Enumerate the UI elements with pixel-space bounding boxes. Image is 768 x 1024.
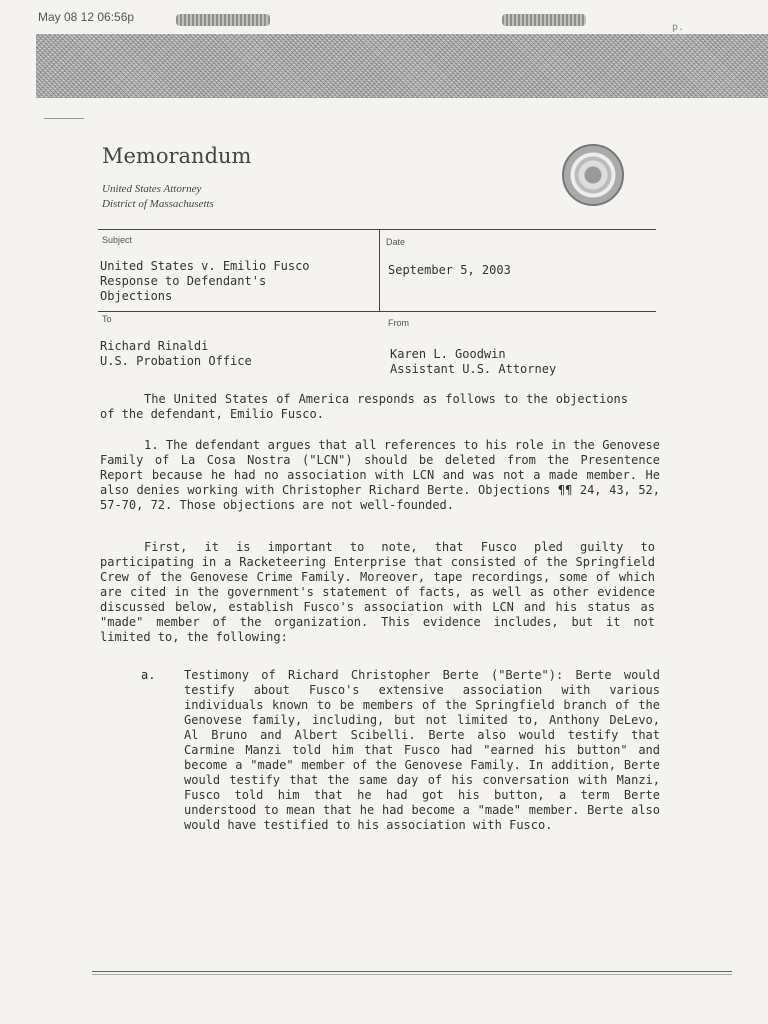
date-value: September 5, 2003 xyxy=(388,263,511,277)
fax-header xyxy=(0,0,768,36)
redacted-sender-mark xyxy=(176,14,270,26)
from-line-2: Assistant U.S. Attorney xyxy=(390,362,557,376)
subject-line-3: Objections xyxy=(100,289,173,303)
redacted-number-mark xyxy=(502,14,586,26)
paragraph-1: 1. The defendant argues that all references to his role in the Genovese Family of La Cosa Nostra ("LCN") should be deleted from the Presentence Report because he had no association with LCN and was not a made member. He also denies working with Christopher Richard Berte. Objections ¶¶ 24, 43, 52, 57-70, 72. Those objections are not well-founded. xyxy=(100,438,660,512)
office-line-1: United States Attorney xyxy=(102,183,202,195)
memo-title: Memorandum xyxy=(102,144,252,168)
date-label: Date xyxy=(386,237,406,247)
intro-paragraph: The United States of America responds as follows to the objections of the defendant, Emilio Fusco. xyxy=(100,392,628,421)
item-a-paragraph: Testimony of Richard Christopher Berte ("Berte"): Berte would testify about Fusco's extensive association with various individuals known to be members of the Springfield branch of the Genovese family, including, but not limited to, Anthony DeLevo, Al Bruno and Albert Scibelli. Berte also would testify that Carmine Manzi told him that Fusco had "earned his button" and become a "made" member of the Genovese Family. In addition, Berte would testify that the same day of his conversation with Manzi, Fusco told him that he had got his button, a term Berte understood to mean that he had become a "made" member. Berte also would have testified to his association with Fusco. xyxy=(184,668,660,832)
subject-line-2: Response to Defendant's xyxy=(100,274,267,288)
footer-rule-secondary xyxy=(92,974,732,975)
office-line-2: District of Massachusetts xyxy=(102,198,214,210)
fax-noise-band xyxy=(36,34,768,98)
header-top-rule xyxy=(98,229,656,230)
department-seal-icon xyxy=(562,144,624,206)
subject-label: Subject xyxy=(102,235,133,245)
subject-line-1: United States v. Emilio Fusco xyxy=(100,259,310,273)
fax-page-mark: p. xyxy=(672,22,685,33)
margin-mark xyxy=(44,118,84,119)
to-label: To xyxy=(102,314,112,324)
fax-timestamp: May 08 12 06:56p xyxy=(38,10,135,24)
header-middle-rule xyxy=(98,311,656,312)
header-divider xyxy=(379,229,380,311)
from-label: From xyxy=(388,318,409,328)
item-a-marker: a. xyxy=(141,668,156,682)
to-line-1: Richard Rinaldi xyxy=(100,339,209,353)
from-line-1: Karen L. Goodwin xyxy=(390,347,506,361)
to-line-2: U.S. Probation Office xyxy=(100,354,252,368)
paragraph-2: First, it is important to note, that Fusco pled guilty to participating in a Racketeering Enterprise that consisted of the Springfield Crew of the Genovese Crime Family. Moreover, tape recordings, some of which are cited in the government's statement of facts, as well as other evidence discussed below, establish Fusco's association with LCN and his status as "made" member of the organization. This evidence includes, but it not limited to, the following: xyxy=(100,540,655,644)
footer-rule xyxy=(92,971,732,972)
